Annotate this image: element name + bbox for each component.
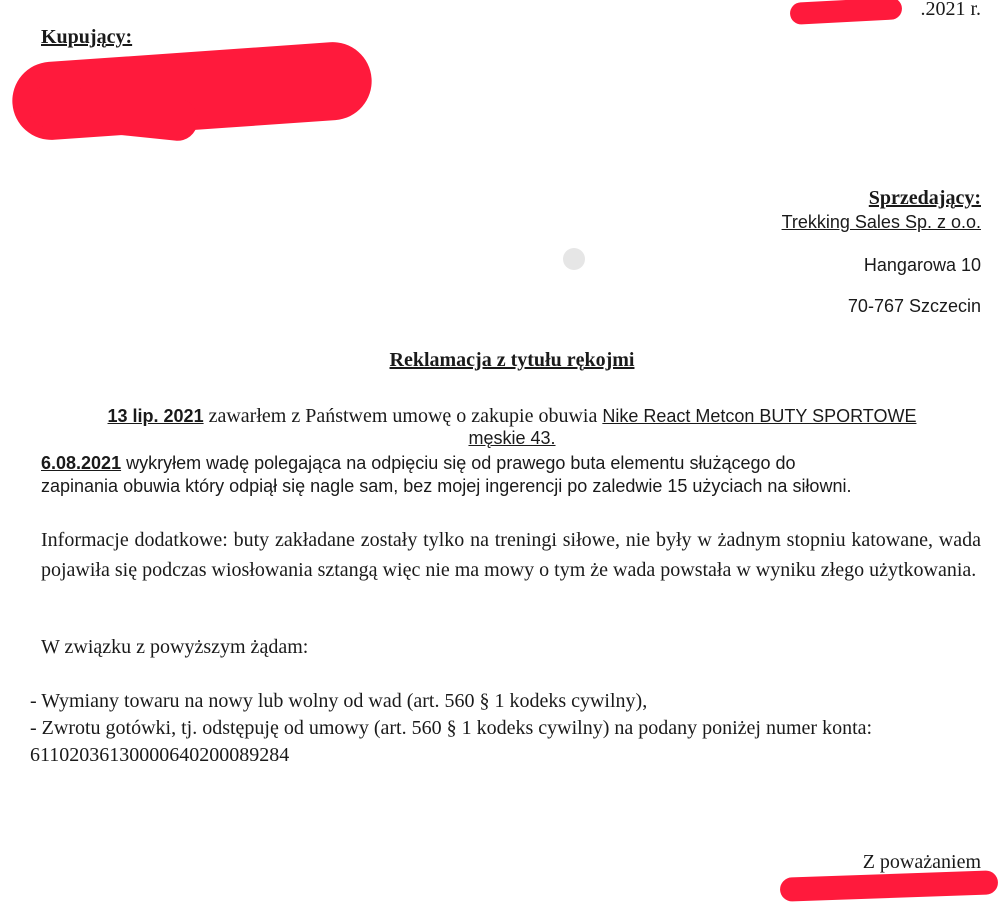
defect-date: 6.08.2021 — [41, 453, 122, 473]
buyer-label: Kupujący: — [41, 26, 133, 48]
bank-account-number: 61102036130000640200089284 — [30, 744, 290, 766]
seller-city: 70-767 Szczecin — [847, 296, 981, 316]
closing-salutation: Z poważaniem — [862, 851, 981, 873]
demand-item-exchange: - Wymiany towaru na nowy lub wolny od wad (art. 560 § 1 kodeks cywilny), — [30, 690, 648, 712]
defect-text-1: wykryłem wadę polegająca na odpięciu się od prawego buta elementu służącego do — [126, 453, 796, 473]
seller-label: Sprzedający: — [868, 187, 981, 209]
seller-name: Trekking Sales Sp. z o.o. — [781, 212, 981, 232]
paragraph-additional-info: Informacje dodatkowe: buty zakładane zostały tylko na treningi siłowe, nie były w żadnym stopniu katowane, wada pojawiła się podczas wiosłowania sztangą więc nie ma mowy o tym że wada powstała w wyniku złego użytkowania. — [41, 529, 981, 581]
product-name: Nike React Metcon BUTY SPORTOWE — [602, 406, 917, 426]
demand-item-refund: - Zwrotu gotówki, tj. odstępuję od umowy (art. 560 § 1 kodeks cywilny) na podany poniżej numer konta: — [30, 717, 873, 739]
document-title: Reklamacja z tytułu rękojmi — [389, 349, 635, 371]
purchase-text: zawarłem z Państwem umowę o zakupie obuwia — [208, 405, 598, 427]
product-name-continued: męskie 43. — [468, 428, 556, 448]
scan-blemish — [563, 248, 585, 270]
paragraph-defect-line2: zapinania obuwia który odpiął się nagle sam, bez mojej ingerencji po zaledwie 15 użyciach na siłowni. — [41, 476, 852, 496]
seller-street: Hangarowa 10 — [863, 255, 981, 275]
document-date: .2021 r. — [920, 0, 981, 20]
redaction-date — [790, 0, 903, 25]
purchase-date: 13 lip. 2021 — [107, 406, 204, 426]
paragraph-purchase-line1 — [0, 405, 999, 428]
paragraph-defect-line1 — [41, 453, 796, 474]
paragraph-demands-intro: W związku z powyższym żądam: — [41, 636, 309, 658]
demands-list — [30, 688, 980, 769]
redaction-signature — [780, 870, 999, 902]
